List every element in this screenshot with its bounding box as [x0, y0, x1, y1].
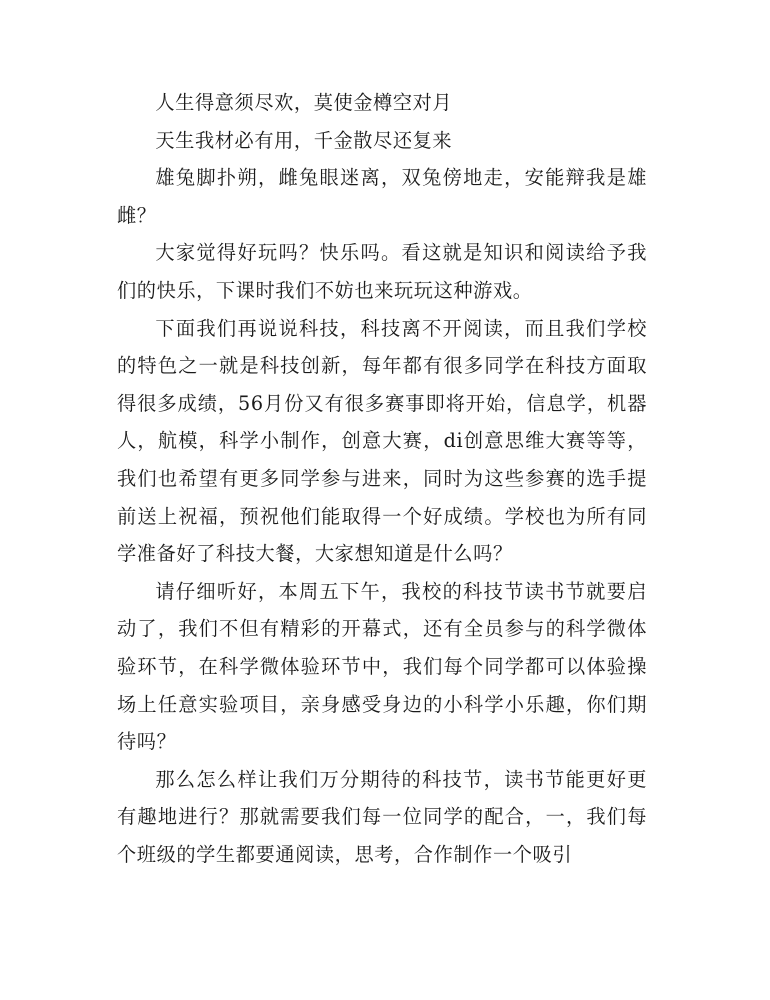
document-body	[117, 84, 647, 873]
poem-line-2: 天生我材必有用，千金散尽还复来	[155, 128, 453, 152]
paragraph-festival-launch: 请仔细听好，本周五下午，我校的科技节读书节就要启动了，我们不但有精彩的开幕式，还有全员参与的科学微体验环节，在科学微体验环节中，我们每个同学都可以体验操场上任意实验项目，亲身感受身边的小科学小乐趣，你们期待吗？	[117, 579, 647, 754]
paragraph-fun-reading: 大家觉得好玩吗？快乐吗。看这就是知识和阅读给予我们的快乐，下课时我们不妨也来玩玩这种游戏。	[117, 241, 647, 302]
paragraph-cooperation: 那么怎么样让我们万分期待的科技节，读书节能更好更有趣地进行？那就需要我们每一位同学的配合，一，我们每个班级的学生都要通阅读，思考，合作制作一个吸引	[117, 767, 647, 866]
poem-line-3: 雄兔脚扑朔，雌兔眼迷离，双兔傍地走，安能辩我是雄雌？	[117, 166, 647, 227]
poem-line-1: 人生得意须尽欢，莫使金樽空对月	[155, 91, 453, 114]
paragraph-science-tech: 下面我们再说说科技，科技离不开阅读，而且我们学校的特色之一就是科技创新，每年都有很多同学在科技方面取得很多成绩，56月份又有很多赛事即将开始，信息学，机器人，航模，科学小制作，创意大赛，di创意思维大赛等等，我们也希望有更多同学参与进来，同时为这些参赛的选手提前送上祝福，预祝他们能取得一个好成绩。学校也为所有同学准备好了科技大餐，大家想知道是什么吗？	[117, 316, 647, 566]
